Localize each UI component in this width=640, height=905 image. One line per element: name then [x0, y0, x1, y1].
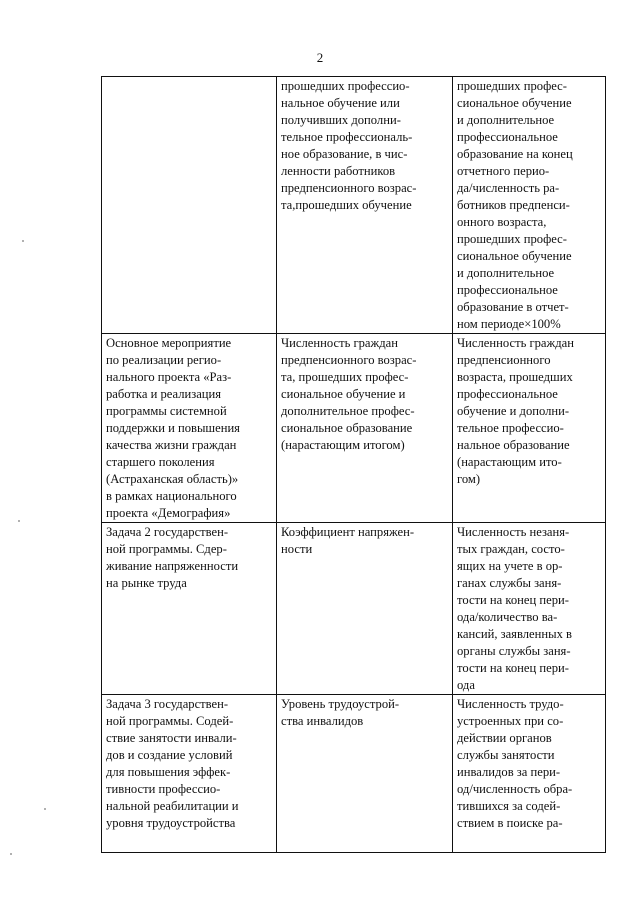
- cell-text-line: ном периоде×100%: [457, 317, 561, 331]
- cell-text-line: ганах службы заня-: [457, 576, 562, 590]
- cell-text-line: отчетного перио-: [457, 164, 550, 178]
- cell-text-line: для повышения эффек-: [106, 765, 231, 779]
- table-cell-col1: [102, 77, 277, 334]
- cell-text-line: службы занятости: [457, 748, 555, 762]
- cell-text-line: профессиональное: [457, 283, 558, 297]
- cell-text-line: возраста, прошедших: [457, 370, 573, 384]
- cell-text-line: ящих на учете в ор-: [457, 559, 563, 573]
- cell-text-line: прошедших профес-: [457, 79, 567, 93]
- scan-speck: [10, 853, 12, 855]
- cell-text-line: од/численность обра-: [457, 782, 573, 796]
- cell-text-line: проекта «Демография»: [106, 506, 231, 520]
- cell-text-line: та, прошедших профес-: [281, 370, 409, 384]
- table-cell-col1: [102, 334, 277, 523]
- cell-text-line: предпенсионного возрас-: [281, 181, 417, 195]
- cell-text-line: ной программы. Сдер-: [106, 542, 227, 556]
- cell-text-line: образование в отчет-: [457, 300, 569, 314]
- table-cell-col2: [277, 77, 453, 334]
- cell-text-line: программы системной: [106, 404, 227, 418]
- cell-text-line: живание напряженности: [106, 559, 239, 573]
- cell-text-line: поддержки и повышения: [106, 421, 240, 435]
- cell-text-line: в рамках национального: [106, 489, 237, 503]
- cell-text-line: Численность незаня-: [457, 525, 570, 539]
- cell-text-line: Численность трудо-: [457, 697, 564, 711]
- cell-text-line: кансий, заявленных в: [457, 627, 572, 641]
- scan-speck: [18, 520, 20, 522]
- cell-text-line: нального проекта «Раз-: [106, 370, 232, 384]
- cell-text-line: и дополнительное: [457, 113, 555, 127]
- cell-text-line: Задача 2 государствен-: [106, 525, 229, 539]
- scan-speck: [44, 808, 46, 810]
- cell-text-line: тости на конец пери-: [457, 593, 569, 607]
- cell-text-line: гом): [457, 472, 481, 486]
- table-cell-col3: [453, 523, 606, 695]
- table-cell-col1: [102, 523, 277, 695]
- table-row: [102, 77, 606, 334]
- cell-text-line: Коэффициент напряжен-: [281, 525, 415, 539]
- cell-text-line: старшего поколения: [106, 455, 215, 469]
- cell-text-line: ной программы. Содей-: [106, 714, 234, 728]
- cell-text-line: Основное мероприятие: [106, 336, 232, 350]
- cell-text-line: профессиональное: [457, 130, 558, 144]
- cell-text-line: тельное профессиональ-: [281, 130, 413, 144]
- indicators-table: [101, 76, 606, 853]
- cell-text-line: ботников предпенси-: [457, 198, 570, 212]
- cell-text-line: обучение и дополни-: [457, 404, 570, 418]
- cell-text-line: (Астраханская область)»: [106, 472, 239, 486]
- cell-text-line: тельное профессио-: [457, 421, 564, 435]
- table-cell-col2: [277, 523, 453, 695]
- cell-text-line: тившихся за содей-: [457, 799, 561, 813]
- cell-text-line: дов и создание условий: [106, 748, 233, 762]
- cell-text-line: онного возраста,: [457, 215, 547, 229]
- cell-text-line: нальное образование: [457, 438, 570, 452]
- cell-text-line: (нарастающим итогом): [281, 438, 405, 452]
- cell-text-line: профессиональное: [457, 387, 558, 401]
- cell-text-line: ствием в поиске ра-: [457, 816, 563, 830]
- cell-text-line: прошедших профессио-: [281, 79, 410, 93]
- table-cell-col1: [102, 695, 277, 853]
- table-cell-col3: [453, 334, 606, 523]
- cell-text-line: да/численность ра-: [457, 181, 560, 195]
- table-row: [102, 695, 606, 853]
- cell-text-line: Задача 3 государствен-: [106, 697, 229, 711]
- cell-text-line: предпенсионного возрас-: [281, 353, 417, 367]
- cell-text-line: действии органов: [457, 731, 552, 745]
- table-cell-col3: [453, 695, 606, 853]
- cell-text-line: ствие занятости инвали-: [106, 731, 237, 745]
- cell-text-line: ства инвалидов: [281, 714, 364, 728]
- cell-text-line: ное образование, в чис-: [281, 147, 408, 161]
- cell-text-line: тивности профессио-: [106, 782, 221, 796]
- cell-text-line: качества жизни граждан: [106, 438, 237, 452]
- cell-text-line: и дополнительное: [457, 266, 555, 280]
- cell-text-line: нальное обучение или: [281, 96, 400, 110]
- cell-text-line: ленности работников: [281, 164, 396, 178]
- cell-text-line: тости на конец пери-: [457, 661, 569, 675]
- cell-text-line: уровня трудоустройства: [106, 816, 236, 830]
- cell-text-line: дополнительное профес-: [281, 404, 415, 418]
- cell-text-line: сиональное образование: [281, 421, 413, 435]
- cell-text-line: по реализации регио-: [106, 353, 222, 367]
- cell-text-line: работка и реализация: [106, 387, 222, 401]
- cell-text-line: (нарастающим ито-: [457, 455, 562, 469]
- cell-text-line: получивших дополни-: [281, 113, 401, 127]
- cell-text-line: Численность граждан: [281, 336, 398, 350]
- cell-text-line: инвалидов за пери-: [457, 765, 561, 779]
- cell-text-line: сиональное обучение: [457, 96, 572, 110]
- cell-text-line: тых граждан, состо-: [457, 542, 565, 556]
- cell-text-line: ода: [457, 678, 475, 692]
- table-row: [102, 334, 606, 523]
- table-cell-col2: [277, 695, 453, 853]
- cell-text-line: Уровень трудоустрой-: [281, 697, 400, 711]
- scan-speck: [22, 240, 24, 242]
- cell-text-line: та,прошедших обучение: [281, 198, 412, 212]
- cell-text-line: сиональное обучение и: [281, 387, 406, 401]
- cell-text-line: образование на конец: [457, 147, 573, 161]
- cell-text-line: Численность граждан: [457, 336, 574, 350]
- table-body: [102, 77, 606, 853]
- cell-text-line: нальной реабилитации и: [106, 799, 239, 813]
- cell-text-line: предпенсионного: [457, 353, 551, 367]
- cell-text-line: ности: [281, 542, 313, 556]
- cell-text-line: сиональное обучение: [457, 249, 572, 263]
- cell-text-line: прошедших профес-: [457, 232, 567, 246]
- cell-text-line: на рынке труда: [106, 576, 187, 590]
- cell-text-line: устроенных при со-: [457, 714, 564, 728]
- cell-text-line: ода/количество ва-: [457, 610, 558, 624]
- table-cell-col2: [277, 334, 453, 523]
- table-row: [102, 523, 606, 695]
- page-number: 2: [316, 50, 324, 65]
- table-cell-col3: [453, 77, 606, 334]
- cell-text-line: органы службы заня-: [457, 644, 571, 658]
